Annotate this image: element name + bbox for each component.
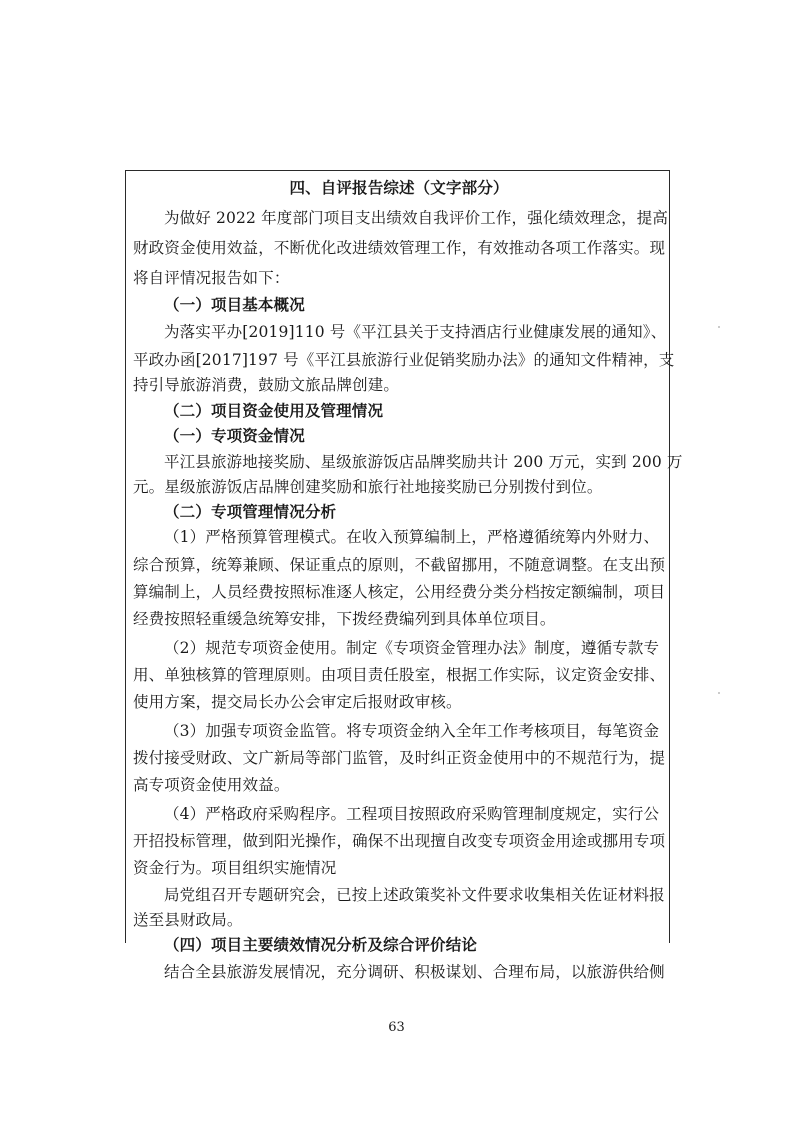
paragraph-line: 局党组召开专题研究会，已按上述政策奖补文件要求收集相关佐证材料报 [164,886,665,904]
paragraph-line: 拨付接受财政、文广新局等部门监管，及时纠正资金使用中的不规范行为，提 [133,749,666,767]
paragraph-line: 为落实平办[2019]110 号《平江县关于支持酒店行业健康发展的通知》、 [164,323,667,341]
paragraph-line: （3）加强专项资金监管。将专项资金纳入全年工作考核项目，每笔资金 [164,722,660,740]
paragraph-line: （1）严格预算管理模式。在收入预算编制上，严格遵循统筹内外财力、 [164,528,660,546]
paragraph-line: 高专项资金使用效益。 [133,776,290,794]
scan-speck [718,326,720,328]
paragraph-line: 持引导旅游消费，鼓励文旅品牌创建。 [133,376,400,394]
page-number: 63 [388,1020,405,1035]
heading-performance-conclusion: （四）项目主要绩效情况分析及综合评价结论 [164,935,478,954]
paragraph-line: 送至县财政局。 [133,911,243,929]
paragraph-line: 平江县旅游地接奖励、星级旅游饭店品牌奖励共计 200 万元，实到 200 万 [164,453,683,471]
paragraph-line: 使用方案，提交局长办公会审定后报财政审核。 [133,693,462,711]
heading-fund-usage: （二）项目资金使用及管理情况 [164,401,384,420]
heading-special-funds: （一）专项资金情况 [164,426,305,445]
paragraph-line: 资金行为。项目组织实施情况 [133,859,337,877]
paragraph-line: （4）严格政府采购程序。工程项目按照政府采购管理制度规定，实行公 [164,805,660,823]
paragraph-line: 用、单独核算的管理原则。由项目责任股室，根据工作实际，议定资金安排、 [133,666,666,684]
paragraph-line: 开招投标管理，做到阳光操作，确保不出现擅自改变专项资金用途或挪用专项 [133,832,666,850]
heading-basic-overview: （一）项目基本概况 [164,295,305,314]
paragraph-line: 将自评情况报告如下： [133,269,290,287]
section-title: 四、自评报告综述（文字部分） [289,178,509,197]
paragraph-line: （2）规范专项资金使用。制定《专项资金管理办法》制度，遵循专款专 [164,639,660,657]
paragraph-line: 平政办函[2017]197 号《平江县旅游行业促销奖励办法》的通知文件精神，支 [133,351,675,369]
paragraph-line: 财政资金使用效益，不断优化改进绩效管理工作，有效推动各项工作落实。现 [133,239,666,257]
paragraph-line: 结合全县旅游发展情况，充分调研、积极谋划、合理布局，以旅游供给侧 [164,963,665,981]
paragraph-line: 经费按照轻重缓急统筹安排，下拨经费编列到具体单位项目。 [133,610,556,628]
paragraph-line: 综合预算，统筹兼顾、保证重点的原则，不截留挪用，不随意调整。在支出预 [133,556,666,574]
heading-management-analysis: （二）专项管理情况分析 [164,502,337,521]
scan-speck [718,692,720,694]
paragraph-line: 算编制上，人员经费按照标准逐人核定，公用经费分类分档按定额编制，项目 [133,583,666,601]
paragraph-line: 为做好 2022 年度部门项目支出绩效自我评价工作，强化绩效理念，提高 [164,209,669,227]
paragraph-line: 元。星级旅游饭店品牌创建奖励和旅行社地接奖励已分别拨付到位。 [133,478,603,496]
